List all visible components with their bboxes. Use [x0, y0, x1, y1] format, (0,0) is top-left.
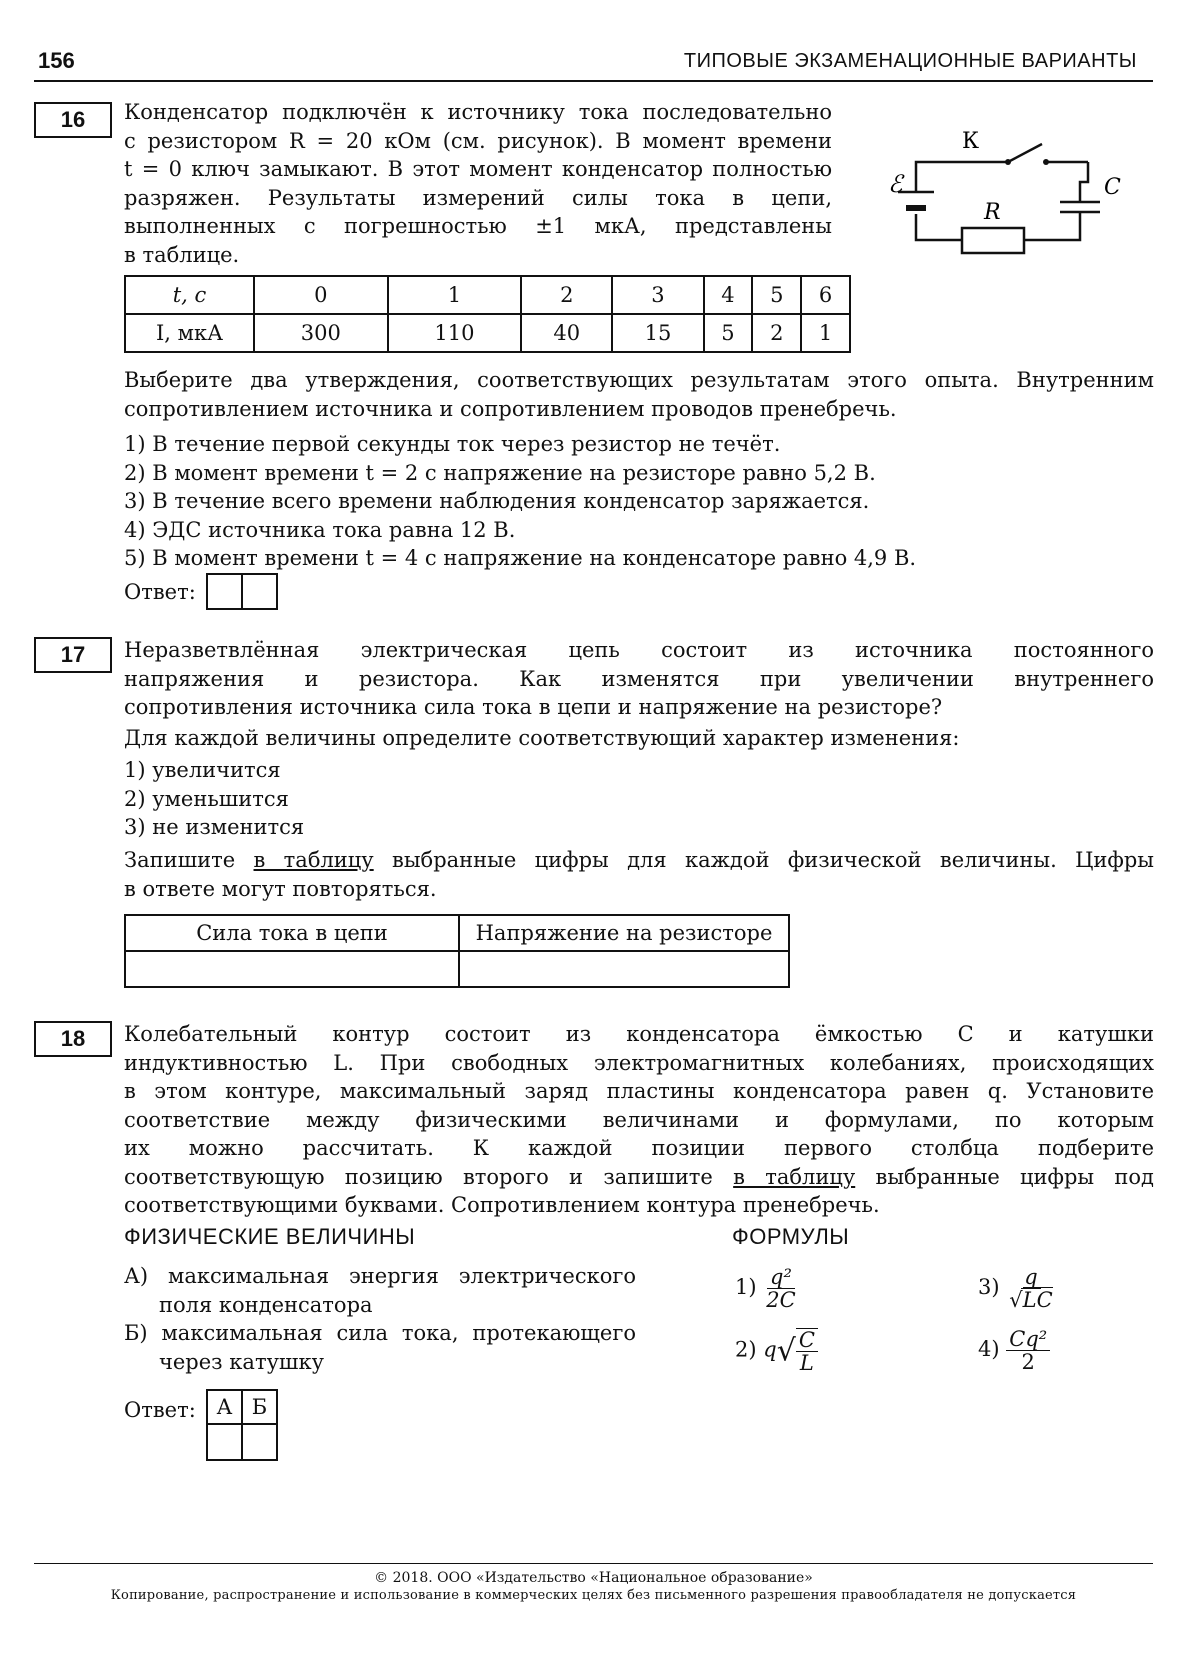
formula-label: 4) — [978, 1337, 1000, 1361]
formula-label: 2) — [735, 1337, 757, 1362]
option-item: 1) В течение первой секунды ток через резистор не течёт. — [124, 432, 781, 456]
task17-line: Неразветвлённая электрическая цепь состоит из источника постоянного — [124, 638, 1154, 662]
answer-label: Ответ: — [124, 1398, 196, 1422]
answer-cell[interactable] — [125, 951, 459, 987]
numerator: Cq² — [1006, 1328, 1050, 1351]
answer-label: Ответ: — [124, 580, 196, 604]
task-number-16: 16 — [34, 102, 112, 138]
capacitor-label: C — [1104, 175, 1121, 200]
task18-line: Колебательный контур состоит из конденсатора ёмкостью C и катушки — [124, 1022, 1154, 1046]
switch-contact — [1005, 159, 1011, 165]
task17-line: сопротивления источника сила тока в цепи и напряжение на резисторе? — [124, 695, 943, 719]
table-cell: 5 — [752, 276, 801, 314]
task16-line: разряжен. Результаты измерений силы тока в цепи, — [124, 185, 832, 210]
numerator: q² — [767, 1266, 795, 1289]
numerator: C — [796, 1329, 818, 1352]
quantity-a-line: поля конденсатора — [159, 1292, 373, 1317]
answer-cell[interactable] — [241, 1423, 278, 1461]
task18-text — [124, 1020, 1154, 1220]
option-item: 4) ЭДС источника тока равна 12 В. — [124, 517, 516, 542]
fraction — [796, 1328, 818, 1374]
quantities-heading: ФИЗИЧЕСКИЕ ВЕЛИЧИНЫ — [124, 1224, 416, 1249]
quantity-b-line: через катушку — [159, 1349, 324, 1374]
table-cell: 0 — [254, 276, 388, 314]
table-cell: 6 — [801, 276, 850, 314]
option-item: 2) уменьшится — [124, 786, 289, 811]
table-cell: 2 — [521, 276, 612, 314]
circuit-wire — [916, 162, 1008, 192]
quantities-list — [124, 1262, 636, 1376]
table-cell: t, с — [125, 276, 254, 314]
task18-line — [124, 1163, 1154, 1192]
table-cell: 2 — [752, 314, 801, 352]
answer-cell[interactable] — [459, 951, 789, 987]
underlined-text: в таблицу — [253, 848, 374, 872]
text-span: выбранные цифры для каждой физической величины. Цифры — [373, 848, 1154, 872]
task16-line: с резистором R = 20 кОм (см. рисунок). В момент времени — [124, 128, 832, 153]
option-item: 2) В момент времени t = 2 с напряжение на резисторе равно 5,2 В. — [124, 460, 876, 485]
radicand: LC — [1022, 1288, 1053, 1312]
running-header: ТИПОВЫЕ ЭКЗАМЕНАЦИОННЫЕ ВАРИАНТЫ — [683, 50, 1137, 72]
table-row — [125, 276, 850, 314]
table-cell: 4 — [704, 276, 753, 314]
denominator: 2C — [766, 1288, 796, 1312]
instruction-line: Выберите два утверждения, соответствующих результатам этого опыта. Внутренним — [124, 368, 1154, 392]
underlined-text: в таблицу — [733, 1164, 856, 1189]
circuit-diagram — [880, 122, 1140, 267]
task18-line: в этом контуре, максимальный заряд пластины конденсатора равен q. Установите — [124, 1079, 1154, 1103]
measurement-table — [124, 275, 851, 353]
table-header-cell: Напряжение на резисторе — [459, 915, 789, 951]
answer-header-a: А — [206, 1389, 243, 1425]
header-divider — [34, 80, 1153, 82]
quantity-b-line: Б) максимальная сила тока, протекающего — [124, 1321, 636, 1345]
quantity-a-line: А) максимальная энергия электрического — [124, 1264, 636, 1288]
task17-text — [124, 636, 1154, 722]
circuit-wire — [1025, 212, 1080, 240]
switch-contact — [1043, 159, 1049, 165]
key-label: К — [962, 129, 980, 154]
instruction-line: сопротивлением источника и сопротивлением проводов пренебречь. — [124, 396, 897, 421]
task16-instruction — [124, 366, 1154, 423]
task16-line: выполненных с погрешностью ±1 мкА, представлены — [124, 214, 832, 238]
task16-line: в таблице. — [124, 242, 240, 267]
text-span: выбранные цифры под — [855, 1164, 1154, 1189]
sqrt-icon: √ — [1009, 1288, 1023, 1312]
table-cell: 40 — [521, 314, 612, 352]
formula-label: 1) — [735, 1275, 757, 1299]
task-number-18: 18 — [34, 1021, 112, 1057]
circuit-wire — [916, 214, 962, 240]
footer-divider — [34, 1563, 1153, 1564]
answer-cell[interactable] — [206, 1423, 243, 1461]
sqrt-icon: √ — [776, 1333, 796, 1369]
denominator: 2 — [1021, 1350, 1035, 1374]
write-line — [124, 846, 1154, 875]
formula-3 — [978, 1266, 1056, 1311]
table-cell: 5 — [704, 314, 753, 352]
copyright-line: © 2018. ООО «Издательство «Национальное образование» — [374, 1570, 813, 1586]
task-number-17: 17 — [34, 637, 112, 673]
text-span: Запишите — [124, 848, 254, 872]
answer-cell[interactable] — [241, 573, 278, 610]
task17-instruction: Для каждой величины определите соответствующий характер изменения: — [124, 726, 960, 750]
task17-answer-table — [124, 914, 790, 988]
option-item: 3) В течение всего времени наблюдения конденсатор заряжается. — [124, 489, 870, 513]
resistor — [962, 228, 1024, 253]
formula-2 — [735, 1328, 818, 1374]
task16-line: Конденсатор подключён к источнику тока последовательно — [124, 100, 832, 124]
table-row — [125, 915, 789, 951]
table-cell: 110 — [388, 314, 522, 352]
formula-4 — [978, 1328, 1050, 1373]
task16-text — [124, 98, 832, 269]
task18-line: их можно рассчитать. К каждой позиции первого столбца подберите — [124, 1136, 1154, 1160]
task17-write-instruction — [124, 846, 1154, 903]
option-item: 5) В момент времени t = 4 с напряжение на конденсаторе равно 4,9 В. — [124, 546, 917, 570]
table-cell: 3 — [612, 276, 703, 314]
formula-prefix: q — [763, 1337, 777, 1362]
answer-header-b: Б — [241, 1389, 278, 1425]
denominator — [1006, 1289, 1055, 1311]
formula-1 — [735, 1266, 799, 1311]
option-item: 1) увеличится — [124, 758, 281, 782]
write-line: в ответе могут повторяться. — [124, 876, 437, 901]
table-cell: I, мкА — [125, 314, 254, 352]
task17-line: напряжения и резистора. Как изменятся при увеличении внутреннего — [124, 666, 1154, 691]
table-cell: 1 — [388, 276, 522, 314]
task17-options — [124, 756, 304, 842]
task18-line: соответствие между физическими величинами и формулами, по которым — [124, 1107, 1154, 1132]
fraction — [763, 1266, 798, 1311]
table-header-cell: Сила тока в цепи — [125, 915, 459, 951]
fraction — [1006, 1266, 1055, 1311]
task16-line: t = 0 ключ замыкают. В этот момент конденсатор полностью — [124, 157, 832, 181]
table-cell: 1 — [801, 314, 850, 352]
table-row — [125, 314, 850, 352]
task16-options — [124, 430, 1154, 573]
table-cell: 15 — [612, 314, 703, 352]
fraction — [1006, 1328, 1050, 1373]
resistor-label: R — [984, 200, 1001, 225]
emf-label: ℰ — [888, 170, 903, 198]
formula-label: 3) — [978, 1275, 1000, 1299]
option-item: 3) не изменится — [124, 815, 305, 839]
switch-blade — [1008, 144, 1042, 162]
task18-line: соответствующими буквами. Сопротивлением контура пренебречь. — [124, 1193, 880, 1217]
page-number: 156 — [38, 48, 75, 73]
denominator: L — [799, 1351, 814, 1375]
table-cell: 300 — [254, 314, 388, 352]
table-row — [125, 951, 789, 987]
task18-line: индуктивностью L. При свободных электромагнитных колебаниях, происходящих — [124, 1050, 1154, 1075]
formulas-heading: ФОРМУЛЫ — [732, 1224, 850, 1249]
numerator: q — [1021, 1266, 1040, 1289]
copyright-notice: Копирование, распространение и использование в коммерческих целях без письменного разрешения правообладателя не допускается — [110, 1588, 1077, 1603]
answer-cell[interactable] — [206, 573, 243, 610]
circuit-wire — [1080, 162, 1088, 202]
text-span: соответствующую позицию второго и запишите — [124, 1164, 734, 1189]
